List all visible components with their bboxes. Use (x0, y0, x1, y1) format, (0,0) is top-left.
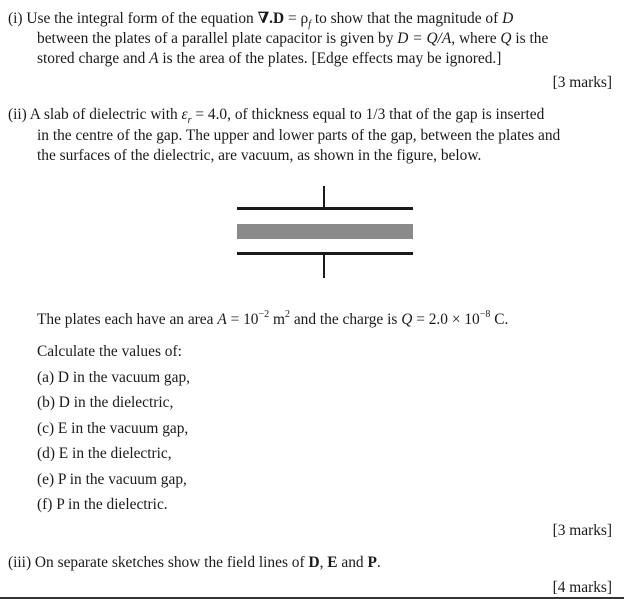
q2-line-1: (ii) A slab of dielectric with $\varepsilon_r = 4.0$, of thickness equal to 1/3 that of the gap is inserted (8, 106, 545, 127)
list-item: (d) E in the dielectric, (37, 445, 172, 462)
q1-marks: [3 marks] (552, 74, 612, 91)
upper-plate (237, 207, 413, 210)
list-item: (f) P in the dielectric. (37, 496, 168, 513)
dielectric-slab (237, 224, 413, 239)
capacitor-diagram (237, 186, 415, 278)
q1-line-2: between the plates of a parallel plate capacitor is given by D = Q/A, where Q is the (37, 30, 549, 47)
q2-line-2: in the centre of the gap. The upper and lower parts of the gap, between the plates and (37, 127, 561, 144)
q3-marks: [4 marks] (552, 579, 612, 596)
list-item: (a) D in the vacuum gap, (37, 369, 190, 386)
q3-line: (iii) On separate sketches show the field lines of D, E and P. (8, 554, 381, 571)
list-item: (c) E in the vacuum gap, (37, 420, 189, 437)
q1-line-3: stored charge and A is the area of the plates. [Edge effects may be ignored.] (37, 50, 502, 67)
bottom-lead (323, 254, 325, 278)
q2-marks: [3 marks] (552, 522, 612, 539)
top-lead (323, 186, 325, 208)
lower-plate (237, 252, 413, 255)
q2-line-3: the surfaces of the dielectric, are vacuum, as shown in the figure, below. (37, 147, 482, 164)
q1-line-1: (i) Use the integral form of the equation $\nabla.D = \rho_f$ to show that the magnitude of D (8, 10, 514, 31)
calculate-heading: Calculate the values of: (37, 343, 182, 360)
list-item: (e) P in the vacuum gap, (37, 471, 187, 488)
area-charge-statement: The plates each have an area $A = 10^{-2}$ $m^2$ and the charge is $Q = 2.0 \times 10^{-8}$ C. (37, 309, 509, 328)
list-item: (b) D in the dielectric, (37, 394, 174, 411)
